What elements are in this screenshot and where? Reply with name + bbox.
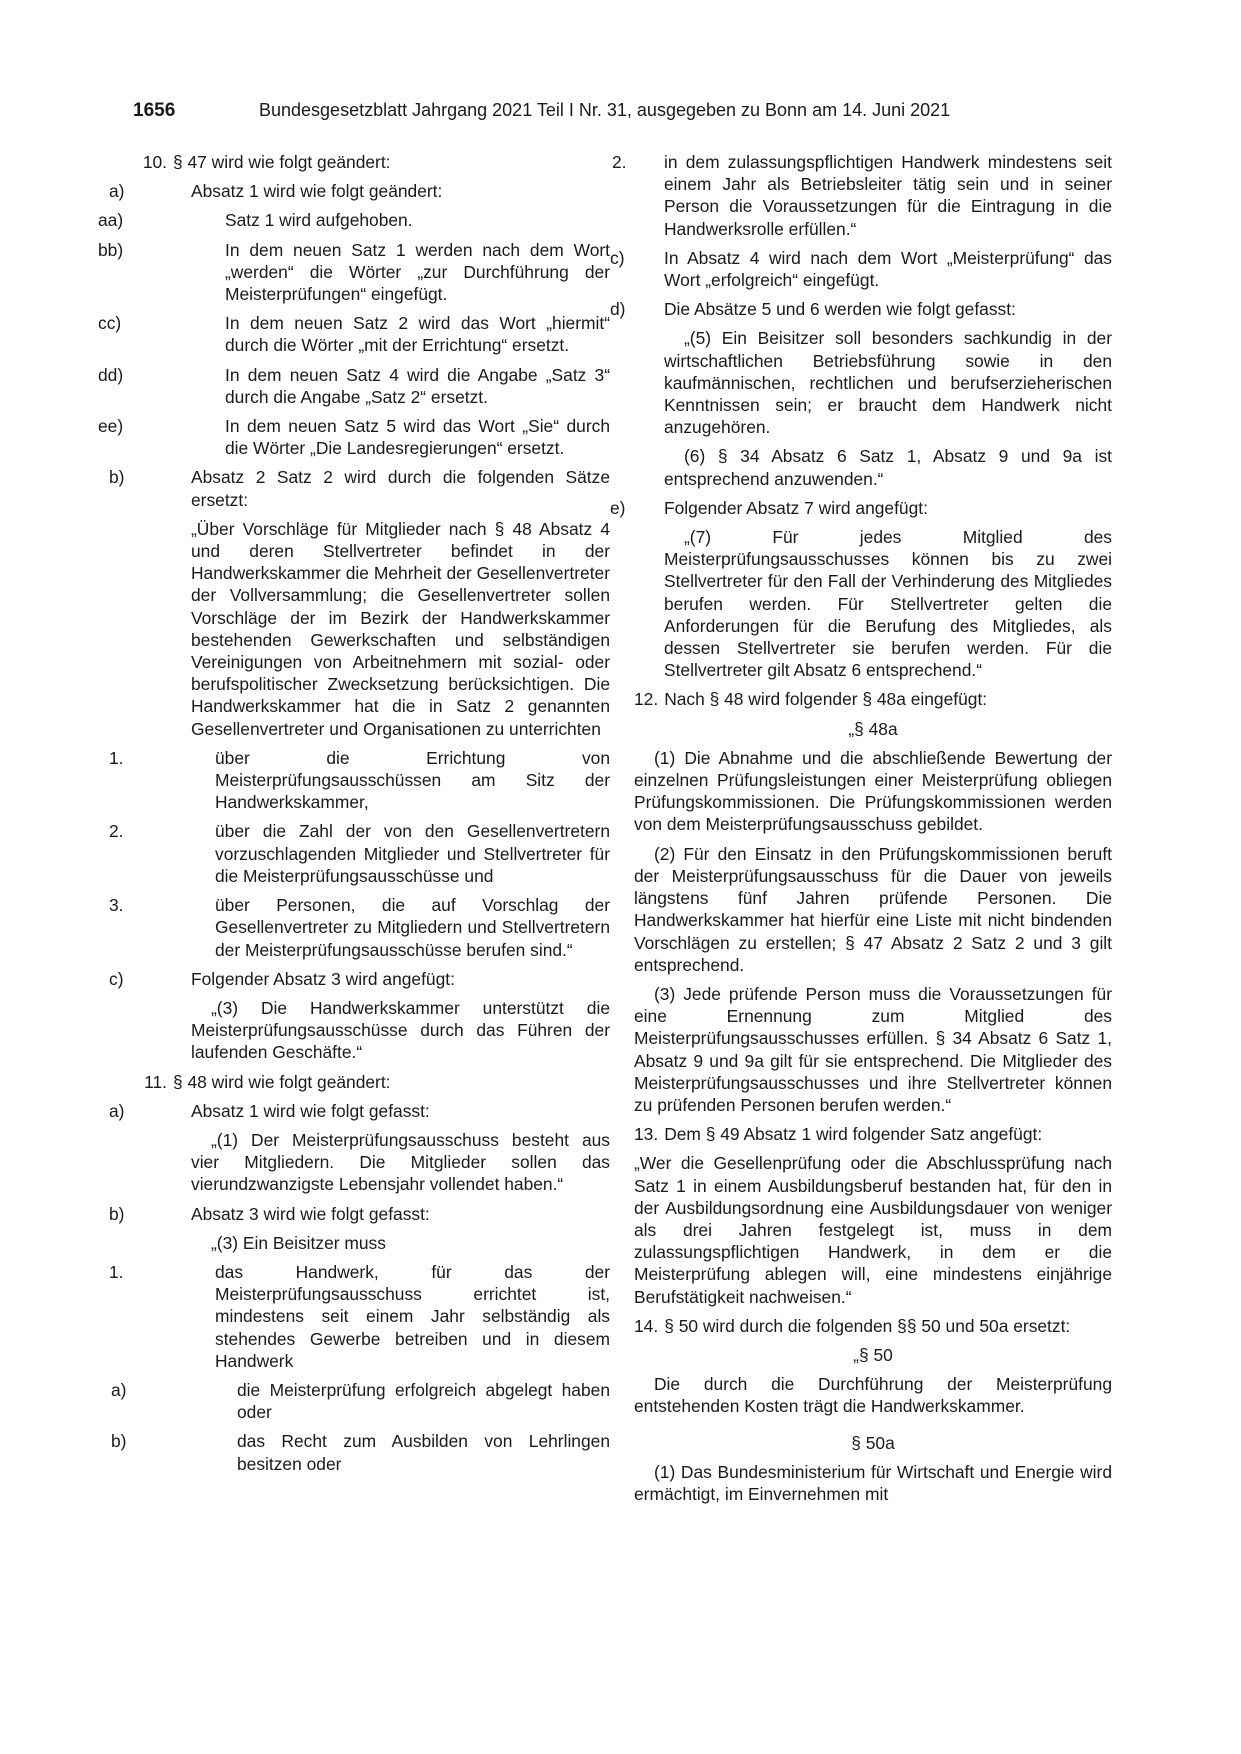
paragraph-text: In dem neuen Satz 5 wird das Wort „Sie“ durch die Wörter „Die Landesregierungen“ ersetzt. <box>225 416 610 459</box>
paragraph-text: „Über Vorschläge für Mitglieder nach § 48 Absatz 4 und deren Stellvertreter befindet in der Handwerkskammer die Mehrheit der Gesellenvertreter der Vollversammlung; die Gesellenvertreter sollen Vorschläge der im Bezirk der Handwerkskammer bestehenden Gewerkschaften und selbständigen Vereinigungen von Arbeitnehmern mit sozial- oder berufspolitischer Zwecksetzung berücksichtigen. Die Handwerkskammer hat die in Satz 2 genannten Gesellenvertreter und Organisationen zu unterrichten <box>191 518 610 739</box>
paragraph <box>634 1344 1112 1366</box>
item-number: a) <box>109 1100 125 1121</box>
paragraph-text: In Absatz 4 wird nach dem Wort „Meisterprüfung“ das Wort „erfolgreich“ eingefügt. <box>664 247 1112 291</box>
paragraph-text: „(1) Der Meisterprüfungsausschuss besteht aus vier Mitgliedern. Die Mitglieder sollen das vierundzwanzigste Lebensjahr vollendet haben.“ <box>191 1129 610 1195</box>
item-number: dd) <box>98 364 124 385</box>
item-number: d) <box>610 299 626 320</box>
paragraph <box>131 997 610 1064</box>
paragraph <box>109 747 610 814</box>
item-number: bb) <box>98 239 124 260</box>
paragraph <box>634 1432 1112 1454</box>
item-number: 13. <box>634 1124 659 1145</box>
item-number: b) <box>109 1203 125 1224</box>
item-number: c) <box>109 968 124 989</box>
paragraph-text: in dem zulassungspflichtigen Handwerk mindestens seit einem Jahr als Betriebsleiter tätig sein und in seiner Person die Voraussetzungen für die Eintragung in die Handwerksrolle erfüllen.“ <box>664 152 1112 239</box>
paragraph-text: Absatz 2 Satz 2 wird durch die folgenden Sätze ersetzt: <box>191 467 610 510</box>
paragraph <box>610 247 1112 291</box>
paragraph <box>612 151 1112 240</box>
paragraph-text: „§ 48a <box>848 718 898 739</box>
paragraph <box>98 239 610 306</box>
paragraph-text: Absatz 3 wird wie folgt gefasst: <box>191 1203 430 1224</box>
paragraph <box>109 466 610 510</box>
item-number: 2. <box>612 152 627 172</box>
paragraph <box>109 820 610 887</box>
paragraph <box>131 151 610 173</box>
paragraph <box>610 497 1112 519</box>
item-number: b) <box>109 467 125 488</box>
paragraph-text: „(7) Für jedes Mitglied des Meisterprüfungsausschusses können bis zu zwei Stellvertreter für den Fall der Verhinderung des Mitgliedes berufen werden. Für Stellvertreter gelten die Anforderungen für die Berufung des Mitgliedes, als dessen Stellvertreter sie berufen werden. Für die Stellvertreter gilt Absatz 6 entsprechend.“ <box>664 527 1112 681</box>
paragraph-text: „(3) Die Handwerkskammer unterstützt die Meisterprüfungsausschüsse durch das Führen der laufenden Geschäfte.“ <box>191 997 610 1063</box>
item-number: b) <box>111 1431 127 1452</box>
paragraph-text: Die Absätze 5 und 6 werden wie folgt gefasst: <box>664 299 1016 320</box>
paragraph-text: Absatz 1 wird wie folgt gefasst: <box>191 1100 430 1121</box>
paragraph <box>109 894 610 961</box>
paragraph <box>131 1071 610 1093</box>
paragraph-text: Folgender Absatz 7 wird angefügt: <box>664 497 928 518</box>
paragraph-text: Nach § 48 wird folgender § 48a eingefügt: <box>664 689 988 710</box>
paragraph-text: über die Errichtung von Meisterprüfungsausschüssen am Sitz der Handwerkskammer, <box>215 747 610 813</box>
paragraph-text: (3) Jede prüfende Person muss die Voraussetzungen für eine Ernennung zum Mitglied des Meisterprüfungsausschusses erfüllen. § 34 Absatz 6 Satz 1, Absatz 9 und 9a gilt für sie entsprechend. Die Mitglieder des Meisterprüfungsausschusses und ihre Stellvertreter können zu prüfenden Personen berufen werden.“ <box>634 983 1112 1115</box>
paragraph-text: In dem neuen Satz 2 wird das Wort „hiermit“ durch die Wörter „mit der Errichtung“ ersetzt. <box>225 313 610 356</box>
header-title: Bundesgesetzblatt Jahrgang 2021 Teil I Nr. 31, ausgegeben zu Bonn am 14. Juni 2021 <box>259 100 951 120</box>
paragraph-text: Folgender Absatz 3 wird angefügt: <box>191 968 455 989</box>
paragraph-text: In dem neuen Satz 4 wird die Angabe „Satz 3“ durch die Angabe „Satz 2“ ersetzt. <box>225 364 610 407</box>
page-header <box>133 100 1113 130</box>
paragraph <box>109 1261 610 1372</box>
right-column <box>610 151 1112 1512</box>
item-number: 14. <box>634 1315 659 1336</box>
paragraph-text: (2) Für den Einsatz in den Prüfungskommissionen beruft der Meisterprüfungsausschuss für die Dauer von jeweils längstens fünf Jahren prüfende Personen. Die Handwerkskammer hat hierfür eine Liste mit nicht bindenden Vorschlägen zu erstellen; § 47 Absatz 2 Satz 2 und 3 gilt entsprechend. <box>634 843 1112 975</box>
paragraph <box>131 518 610 740</box>
paragraph-text: Absatz 1 wird wie folgt geändert: <box>191 181 443 202</box>
paragraph <box>634 1373 1112 1417</box>
paragraph <box>98 209 610 231</box>
paragraph <box>634 718 1112 740</box>
item-number: a) <box>109 181 125 202</box>
paragraph-text: „(3) Ein Beisitzer muss <box>211 1232 386 1253</box>
paragraph-text: § 48 wird wie folgt geändert: <box>173 1071 391 1092</box>
paragraph-text: § 50a <box>851 1432 895 1453</box>
paragraph <box>131 1129 610 1196</box>
item-number: c) <box>610 247 625 268</box>
paragraph-text: „Wer die Gesellenprüfung oder die Abschlussprüfung nach Satz 1 in einem Ausbildungsberuf bestanden hat, für den in der Ausbildungsordnung eine Ausbildungsdauer von weniger als drei Jahren festgelegt ist, muss in dem zulassungspflichtigen Handwerk, in dem er die Meisterprüfung ablegen will, eine mindestens einjährige Berufstätigkeit nachweisen.“ <box>634 1153 1112 1307</box>
paragraph-text: Dem § 49 Absatz 1 wird folgender Satz angefügt: <box>664 1124 1043 1145</box>
paragraph-text: das Recht zum Ausbilden von Lehrlingen besitzen oder <box>237 1431 610 1474</box>
paragraph <box>634 526 1112 681</box>
paragraph <box>634 327 1112 438</box>
paragraph <box>131 1232 610 1254</box>
item-number: 10. <box>142 152 167 172</box>
paragraph <box>634 1123 1112 1145</box>
paragraph <box>109 180 610 202</box>
paragraph <box>111 1379 610 1423</box>
paragraph <box>610 298 1112 320</box>
paragraph-text: § 50 wird durch die folgenden §§ 50 und 50a ersetzt: <box>664 1315 1071 1336</box>
paragraph <box>634 747 1112 836</box>
item-number: 1. <box>109 747 124 768</box>
page-number: 1656 <box>133 100 176 121</box>
paragraph-text: In dem neuen Satz 1 werden nach dem Wort „werden“ die Wörter „zur Durchführung der Meisterprüfungen“ eingefügt. <box>225 239 610 305</box>
paragraph-text: (6) § 34 Absatz 6 Satz 1, Absatz 9 und 9a ist entsprechend anzuwenden.“ <box>664 446 1112 489</box>
paragraph-text: die Meisterprüfung erfolgreich abgelegt haben oder <box>237 1379 610 1423</box>
paragraph-text: „§ 50 <box>853 1344 893 1365</box>
paragraph-text: § 47 wird wie folgt geändert: <box>173 152 391 172</box>
paragraph-text: über die Zahl der von den Gesellenvertretern vorzuschlagenden Mitglieder und Stellvertreter für die Meisterprüfungsausschüsse und <box>215 821 610 886</box>
item-number: ee) <box>98 416 124 437</box>
paragraph <box>634 1152 1112 1307</box>
item-number: 2. <box>109 821 124 842</box>
paragraph-text: (1) Das Bundesministerium für Wirtschaft und Energie wird ermächtigt, im Einvernehmen mit <box>634 1461 1112 1504</box>
paragraph <box>634 983 1112 1116</box>
paragraph <box>98 415 610 459</box>
item-number: e) <box>610 497 626 518</box>
paragraph <box>111 1430 610 1474</box>
paragraph <box>109 1100 610 1122</box>
paragraph <box>634 1315 1112 1337</box>
paragraph-text: das Handwerk, für das der Meisterprüfungsausschuss errichtet ist, mindestens seit einem Jahr selbständig als stehendes Gewerbe betreiben und in diesem Handwerk <box>215 1261 610 1371</box>
paragraph <box>109 968 610 990</box>
paragraph <box>634 843 1112 976</box>
paragraph <box>634 1461 1112 1505</box>
item-number: 11. <box>144 1071 167 1092</box>
item-number: 12. <box>634 689 659 710</box>
paragraph-text: über Personen, die auf Vorschlag der Gesellenvertreter zu Mitgliedern und Stellvertretern der Meisterprüfungsausschüsse berufen sind.“ <box>215 895 610 960</box>
paragraph <box>634 688 1112 710</box>
left-column <box>98 151 610 1482</box>
item-number: aa) <box>98 210 124 231</box>
paragraph <box>98 364 610 408</box>
paragraph-text: Die durch die Durchführung der Meisterprüfung entstehenden Kosten trägt die Handwerkskammer. <box>634 1374 1112 1417</box>
paragraph-text: „(5) Ein Beisitzer soll besonders sachkundig in der wirtschaftlichen Betriebsführung sowie in den kaufmännischen, rechtlichen und berufserzieherischen Kenntnissen sein; er braucht dem Handwerk nicht anzugehören. <box>664 328 1112 438</box>
item-number: 3. <box>109 895 124 916</box>
paragraph <box>109 1203 610 1225</box>
item-number: a) <box>111 1379 127 1400</box>
paragraph <box>98 312 610 356</box>
paragraph <box>634 445 1112 489</box>
item-number: 1. <box>109 1261 124 1282</box>
paragraph-text: (1) Die Abnahme und die abschließende Bewertung der einzelnen Prüfungsleistungen einer Meisterprüfung obliegen Prüfungskommissionen. Die Prüfungskommissionen werden von dem Meisterprüfungsausschuss gebildet. <box>634 747 1112 835</box>
paragraph-text: Satz 1 wird aufgehoben. <box>225 210 413 231</box>
item-number: cc) <box>98 313 122 334</box>
